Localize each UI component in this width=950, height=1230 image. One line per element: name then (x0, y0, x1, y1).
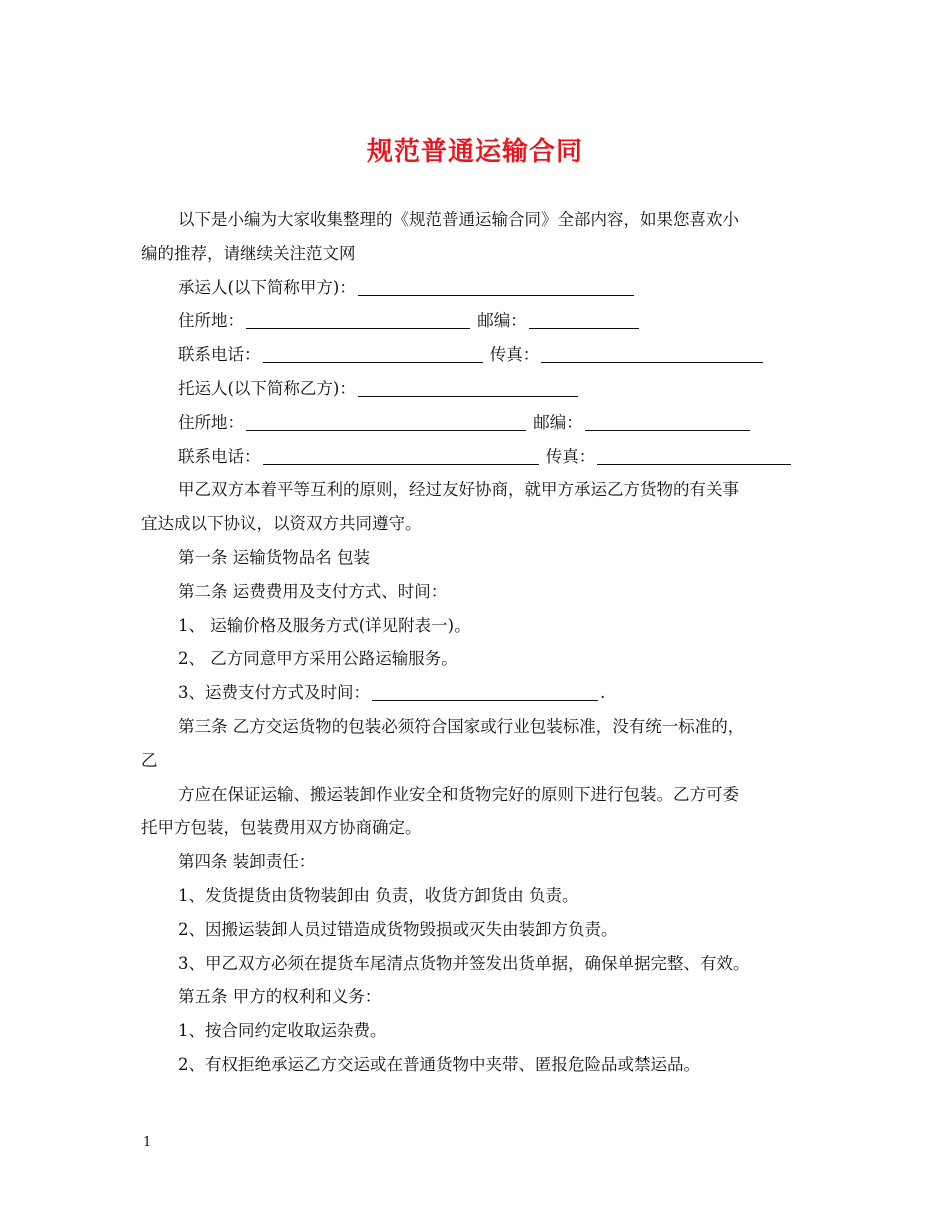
shipper-phone-blank (263, 446, 539, 465)
carrier-address-label: 住所地： (178, 311, 244, 331)
document-body (141, 203, 811, 1082)
carrier-fax-label: 传真： (489, 345, 540, 365)
carrier-label: 承运人(以下简称甲方)： (178, 277, 356, 297)
intro-line-2: 编的推荐，请继续关注范文网 (141, 243, 356, 263)
shipper-fax-label: 传真： (545, 446, 596, 466)
carrier-postcode-blank (529, 310, 639, 329)
payment-label: 3、运费支付方式及时间： (178, 683, 370, 703)
shipper-address-label: 住所地： (178, 412, 244, 432)
article-4-item-1: 1、发货提货由货物装卸由 负责，收货方卸货由 负责。 (178, 885, 579, 905)
article-4-item-3: 3、甲乙双方必须在提货车尾清点货物并签发出货单据，确保单据完整、有效。 (178, 953, 750, 973)
shipper-row (141, 372, 811, 406)
carrier-postcode-label: 邮编： (477, 311, 527, 331)
article-2-heading: 第二条 运费费用及支付方式、时间： (178, 581, 448, 601)
article-5-heading: 第五条 甲方的权利和义务： (178, 987, 382, 1007)
carrier-phone-label: 联系电话： (178, 345, 261, 365)
article-3-line-3: 方应在保证运输、搬运装卸作业安全和货物完好的原则下进行包装。乙方可委 (178, 784, 739, 804)
preamble-line-2: 宜达成以下协议，以资双方共同遵守。 (141, 514, 422, 534)
shipper-address-row (141, 406, 811, 440)
article-3-line-4: 托甲方包装，包装费用双方协商确定。 (141, 818, 422, 838)
article-3-line-1: 第三条 乙方交运货物的包装必须符合国家或行业包装标准，没有统一标准的， (178, 716, 745, 736)
shipper-label: 托运人(以下简称乙方)： (178, 378, 356, 398)
article-1-heading: 第一条 运输货物品名 包装 (178, 547, 370, 567)
shipper-name-blank (358, 378, 578, 397)
carrier-fax-blank (541, 344, 763, 363)
article-2-item-1: 1、 运输价格及服务方式(详见附表一)。 (178, 615, 471, 635)
shipper-phone-label: 联系电话： (178, 446, 261, 466)
carrier-phone-row (141, 338, 811, 372)
carrier-address-row (141, 304, 811, 338)
article-3-line-2: 乙 (141, 750, 158, 770)
article-2-item-2: 2、 乙方同意甲方采用公路运输服务。 (178, 649, 458, 669)
carrier-row (141, 271, 811, 305)
article-5-item-2: 2、有权拒绝承运乙方交运或在普通货物中夹带、匿报危险品或禁运品。 (178, 1054, 700, 1074)
document-title: 规范普通运输合同 (366, 137, 583, 167)
carrier-address-blank (246, 310, 470, 329)
carrier-phone-blank (263, 344, 483, 363)
article-4-heading: 第四条 装卸责任： (178, 852, 316, 872)
payment-end: . (600, 683, 606, 703)
shipper-postcode-blank (585, 412, 750, 431)
article-2-item-3 (141, 676, 811, 710)
carrier-name-blank (358, 277, 634, 296)
shipper-address-blank (246, 412, 526, 431)
page-number: 1 (143, 1135, 152, 1150)
shipper-postcode-label: 邮编： (533, 412, 583, 432)
preamble-line-1: 甲乙双方本着平等互利的原则，经过友好协商，就甲方承运乙方货物的有关事 (178, 480, 739, 500)
article-4-item-2: 2、因搬运装卸人员过错造成货物毁损或灭失由装卸方负责。 (178, 919, 618, 939)
article-5-item-1: 1、按合同约定收取运杂费。 (178, 1021, 387, 1041)
intro-line-1: 以下是小编为大家收集整理的《规范普通运输合同》全部内容，如果您喜欢小 (178, 210, 739, 229)
payment-blank (372, 682, 598, 701)
shipper-fax-blank (597, 446, 791, 465)
shipper-phone-row (141, 440, 811, 474)
